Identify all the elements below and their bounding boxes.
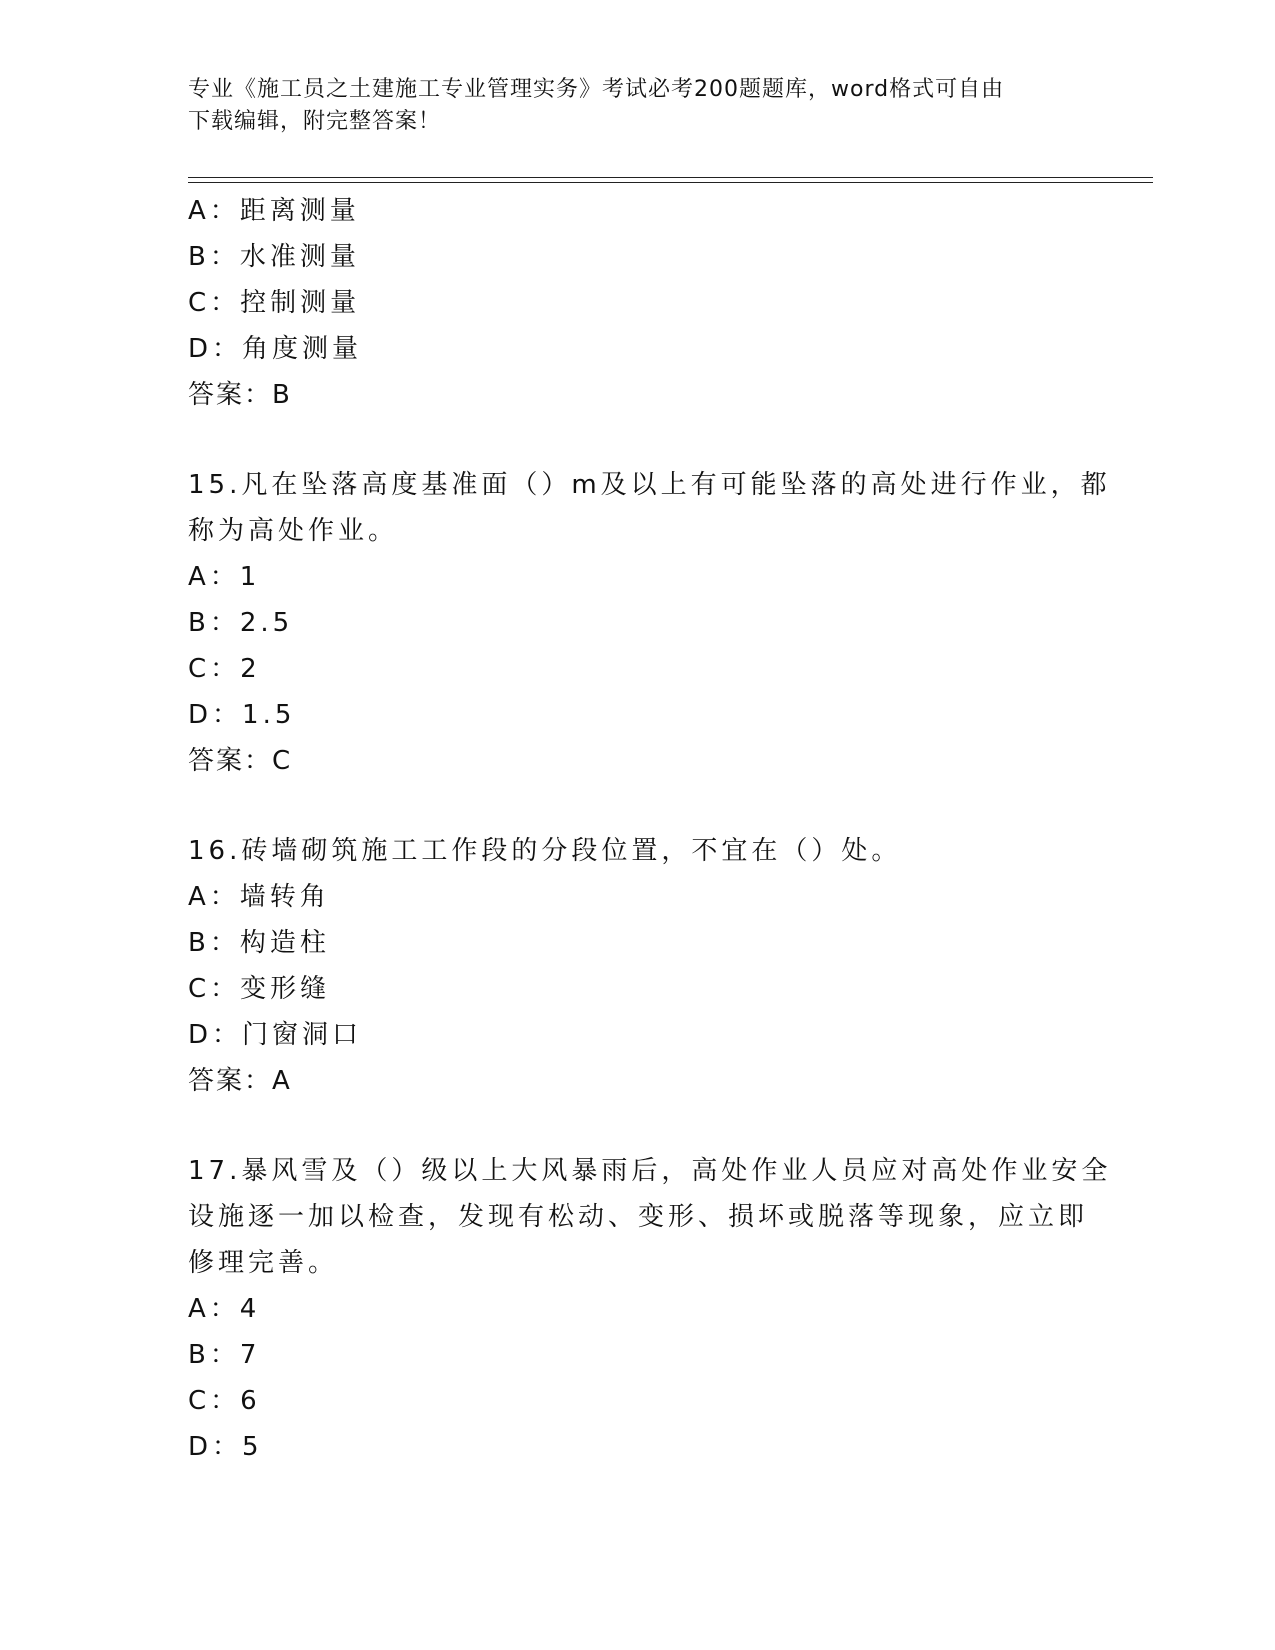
option-c: C：控制测量 — [188, 288, 361, 318]
question-text-line-1: 16.砖墙砌筑施工工作段的分段位置，不宜在（）处。 — [188, 836, 902, 866]
question-text-line-1: 15.凡在坠落高度基准面（）m及以上有可能坠落的高处进行作业，都 — [188, 470, 1111, 500]
option-b: B：水准测量 — [188, 242, 360, 272]
question-16 — [188, 828, 1088, 1104]
option-a: A：墙转角 — [188, 882, 330, 912]
option-a: A：距离测量 — [188, 196, 360, 226]
option-d: D：门窗洞口 — [188, 1020, 363, 1050]
option-b: B：构造柱 — [188, 928, 330, 958]
option-c: C：变形缝 — [188, 974, 331, 1004]
question-text-line-2: 设施逐一加以检查，发现有松动、变形、损坏或脱落等现象，应立即 — [188, 1202, 1089, 1232]
question-14 — [188, 188, 1088, 418]
option-c: C：6 — [188, 1386, 261, 1416]
question-17 — [188, 1148, 1112, 1470]
option-d: D：1.5 — [188, 700, 296, 730]
option-d: D：角度测量 — [188, 334, 363, 364]
header-divider-bottom — [188, 182, 1153, 183]
question-text-line-2: 称为高处作业。 — [188, 516, 399, 546]
header-divider-top — [188, 177, 1153, 178]
option-a: A：4 — [188, 1294, 261, 1324]
document-header — [188, 74, 1088, 138]
option-b: B：2.5 — [188, 608, 294, 638]
header-line-2: 下载编辑，附完整答案！ — [188, 109, 442, 134]
question-15 — [188, 462, 1111, 784]
answer: 答案：B — [188, 380, 292, 410]
question-text-line-1: 17.暴风雪及（）级以上大风暴雨后，高处作业人员应对高处作业安全 — [188, 1156, 1112, 1186]
answer: 答案：A — [188, 1066, 292, 1096]
option-a: A：1 — [188, 562, 261, 592]
option-c: C：2 — [188, 654, 261, 684]
option-d: D：5 — [188, 1432, 263, 1462]
answer: 答案：C — [188, 746, 293, 776]
question-list — [188, 188, 1112, 1470]
option-b: B：7 — [188, 1340, 261, 1370]
header-line-1: 专业《施工员之土建施工专业管理实务》考试必考200题题库，word格式可自由 — [188, 77, 1005, 102]
question-text-line-3: 修理完善。 — [188, 1248, 339, 1278]
